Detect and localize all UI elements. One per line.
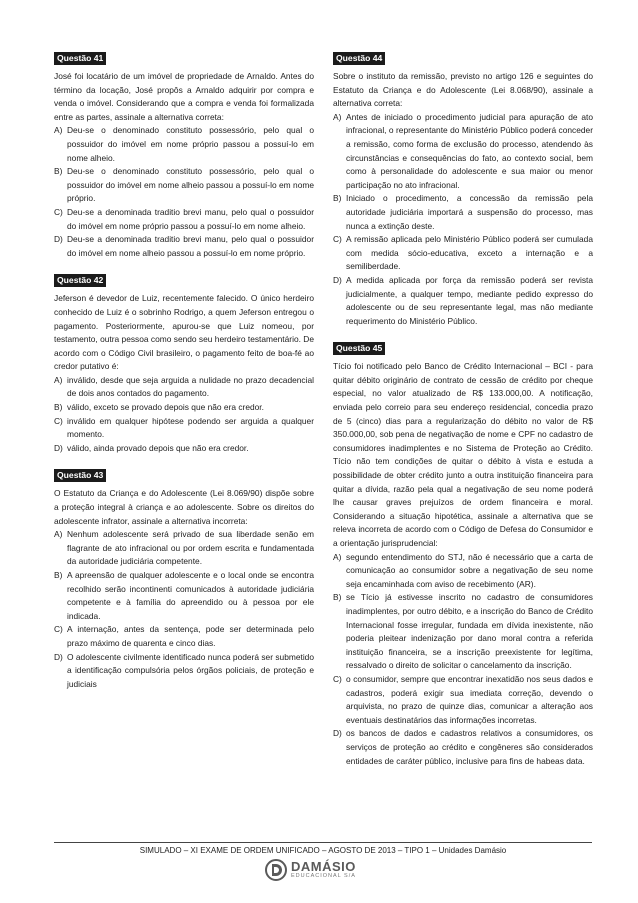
option-b (54, 569, 314, 623)
question-title: Questão 42 (54, 274, 106, 287)
option-text: Deu-se o denominado constituto possessório, pelo qual o possuidor do imóvel em nome próprio passou a possuí-lo em nome alheio. (67, 125, 314, 163)
options-list (333, 551, 593, 769)
option-letter: D) (54, 442, 63, 453)
option-a (54, 528, 314, 569)
logo-name: DAMÁSIO (291, 859, 356, 874)
option-text: inválido em qualquer hipótese podendo ser arguida a qualquer momento. (67, 415, 314, 440)
option-letter: D) (333, 728, 342, 739)
option-text: O adolescente civilmente identificado nunca poderá ser submetido a identificação compulsória pelos órgãos policiais, de proteção e judiciais (67, 651, 314, 689)
option-b (333, 591, 593, 673)
option-letter: A) (54, 529, 63, 540)
option-text: Iniciado o procedimento, a concessão da remissão pela autoridade judiciária importará a suspensão do processo, mas nunca a extinção deste. (346, 193, 593, 231)
question-title: Questão 43 (54, 469, 106, 482)
damasio-logo (265, 858, 356, 882)
option-letter: C) (54, 415, 63, 426)
option-letter: A) (54, 374, 63, 385)
damasio-logo-icon (265, 859, 287, 881)
options-list (54, 124, 314, 260)
option-a (54, 374, 314, 401)
logo-words (291, 860, 356, 880)
question-stem: Tício foi notificado pelo Banco de Crédito Internacional – BCI - para quitar débito originário de contrato de cessão de crédito por cheque especial, no valor atualizado de R$ 133.000,00. A notificação, enviada pelo correio para seu endereço residencial, concedia prazo de 5 (cinco) dias para a regularização do débito no valor de R$ 350.000,00, sob pena de negativação de nome e CPF no cadastro de consumidores inadimplentes e no Sistema de Proteção ao Crédito. Tício não tem condições de quitar o débito à vista e estuda a possibilidade de obter crédito junto a outra instituição financeira para quitar a dívida, razão pela qual a negativação de seu nome poderá lhe causar graves prejuízos de ordem financeira e moral. Considerando a situação hipotética, assinale a alternativa que se releva incorreta de acordo com o Código de Defesa do Consumidor e a orientação jurisprudencial: (333, 361, 593, 548)
option-c (333, 233, 593, 274)
question-title: Questão 44 (333, 52, 385, 65)
option-letter: D) (54, 651, 63, 662)
question-45 (333, 338, 593, 768)
option-a (54, 124, 314, 165)
option-b (333, 192, 593, 233)
option-letter: B) (54, 570, 63, 580)
option-letter: C) (333, 673, 342, 684)
option-text: segundo entendimento do STJ, não é necessário que a carta de comunicação ao consumidor sobre a negativação de seu nome seja encaminhada com aviso de recebimento (AR). (346, 551, 593, 589)
options-list (54, 374, 314, 456)
option-text: se Tício já estivesse inscrito no cadastro de consumidores inadimplentes, por outro débito, e a inscrição do Banco de Crédito Internacional fosse irregular, fundada em dívida inexistente, não poderia pleitear indenização por dano moral contra a referida instituição financeira, se a inscrição preexistente for legítima, ressalvado o direito de solicitar o cancelamento da inscrição. (346, 592, 593, 671)
option-d (54, 233, 314, 260)
option-d (54, 442, 314, 456)
option-letter: A) (333, 111, 342, 122)
option-text: A apreensão de qualquer adolescente e o local onde se encontra recolhido serão incontinenti comunicados à autoridade judiciária competente e à família do apreendido ou à pessoa por ele indicada. (67, 570, 314, 621)
question-41 (54, 48, 314, 260)
option-text: A medida aplicada por força da remissão poderá ser revista judicialmente, a qualquer tempo, mediante pedido expresso do adolescente ou de seu representante legal, mas não mediante requerimento do Ministério Público. (346, 274, 593, 326)
option-text: Deu-se a denominada traditio brevi manu, pelo qual o possuidor do imóvel em nome próprio passou a possuí-lo em nome alheio. (67, 206, 314, 231)
option-letter: A) (54, 125, 63, 136)
option-letter: B) (54, 402, 63, 413)
footer-divider (54, 842, 592, 843)
option-text: Antes de iniciado o procedimento judicial para apuração de ato infracional, o representante do Ministério Público poderá conceder a remissão, como forma de exclusão do processo, atendendo às circunstâncias e consequências do fato, ao contexto social, bem como à personalidade do adolescente e sua maior ou menor participação no ato infracional. (346, 111, 593, 190)
option-letter: C) (54, 206, 63, 217)
option-text: A remissão aplicada pelo Ministério Público poderá ser cumulada com medida sócio-educativa, exceto a internação e a semiliberdade. (346, 234, 593, 272)
logo-subtitle: EDUCACIONAL S/A (291, 873, 356, 879)
option-letter: C) (54, 624, 63, 635)
option-text: Nenhum adolescente será privado de sua liberdade senão em flagrante de ato infracional ou por ordem escrita e fundamentada da autoridade judiciária competente. (67, 529, 314, 567)
question-44 (333, 48, 593, 328)
option-letter: A) (333, 551, 342, 562)
option-letter: B) (333, 592, 342, 603)
option-letter: D) (54, 234, 63, 245)
question-stem: O Estatuto da Criança e do Adolescente (Lei 8.069/90) dispõe sobre a proteção integral à criança e ao adolescente. Sobre os direitos do adolescente infrator, assinale a alternativa incorreta: (54, 488, 314, 526)
option-letter: B) (333, 193, 342, 204)
footer-text: SIMULADO – XI EXAME DE ORDEM UNIFICADO – AGOSTO DE 2013 – TIPO 1 – Unidades Damásio (139, 846, 507, 855)
option-text: o consumidor, sempre que encontrar inexatidão nos seus dados e cadastros, poderá exigir sua imediata correção, devendo o arquivista, no prazo de quinze dias, comunicar a alteração aos eventuais destinatários das informações incorretas. (346, 673, 593, 725)
option-a (333, 111, 593, 193)
option-d (54, 651, 314, 692)
left-column (54, 48, 314, 701)
option-d (333, 274, 593, 328)
question-stem: Jeferson é devedor de Luiz, recentemente falecido. O único herdeiro conhecido de Luiz é o sobrinho Rodrigo, a quem Jeferson entregou o pagamento. Posteriormente, apurou-se que Luiz nomeou, por testamento, outra pessoa como sendo seu herdeiro testamentário. De acordo com o Código Civil brasileiro, o pagamento feito de boa-fé ao credor putativo é: (54, 293, 314, 372)
option-text: Deu-se a denominada traditio brevi manu, pelo qual o possuidor do imóvel em nome alheio passou a possuí-lo em nome próprio. (67, 234, 314, 258)
option-letter: C) (333, 234, 342, 245)
option-text: Deu-se o denominado constituto possessório, pelo qual o possuidor do imóvel em nome alheio passou a possuí-lo em nome próprio. (67, 166, 314, 204)
option-c (54, 623, 314, 650)
option-text: A internação, antes da sentença, pode ser determinada pelo prazo máximo de quarenta e cinco dias. (67, 624, 314, 648)
option-c (54, 415, 314, 442)
option-d (333, 727, 593, 768)
options-list (333, 111, 593, 329)
option-b (54, 401, 314, 415)
option-c (333, 673, 593, 727)
option-text: válido, exceto se provado depois que não era credor. (67, 402, 264, 413)
question-title: Questão 45 (333, 342, 385, 355)
option-letter: D) (333, 274, 342, 285)
question-stem: José foi locatário de um imóvel de propriedade de Arnaldo. Antes do término da locação, José propôs a Arnaldo adquirir por compra e venda o imóvel. Considerando que a compra e venda foi formalizada entre as partes, assinale a alternativa correta: (54, 71, 314, 122)
option-text: inválido, desde que seja arguida a nulidade no prazo decadencial de dois anos contados do pagamento. (67, 374, 314, 399)
option-b (54, 165, 314, 206)
right-column (333, 48, 593, 778)
option-letter: B) (54, 166, 63, 177)
question-43 (54, 465, 314, 691)
question-stem: Sobre o instituto da remissão, previsto no artigo 126 e seguintes do Estatuto da Criança e do Adolescente (Lei 8.068/90), assinale a alternativa correta: (333, 71, 593, 109)
option-a (333, 551, 593, 592)
option-text: válido, ainda provado depois que não era credor. (67, 442, 249, 453)
option-c (54, 206, 314, 233)
option-text: os bancos de dados e cadastros relativos a consumidores, os serviços de proteção ao crédito e congêneres são considerados entidades de caráter público, inclusive para fins de habeas data. (346, 728, 593, 766)
question-42 (54, 270, 314, 455)
options-list (54, 528, 314, 691)
question-title: Questão 41 (54, 52, 106, 65)
